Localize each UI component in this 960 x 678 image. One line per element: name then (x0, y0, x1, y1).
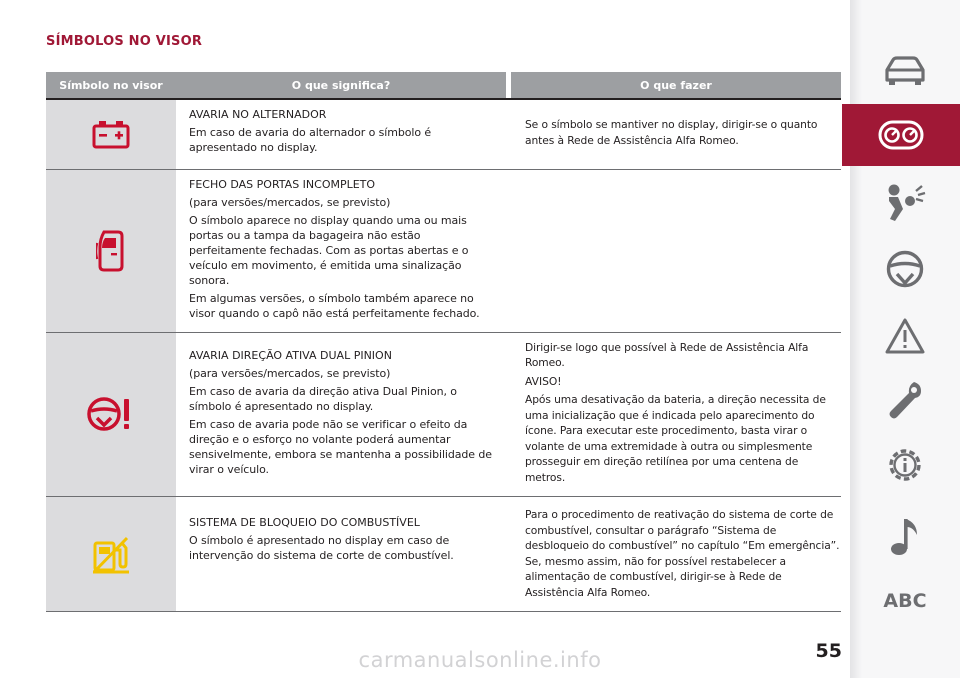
symbols-table (46, 72, 841, 612)
airbag-passenger-icon (883, 183, 927, 223)
meaning-note: (para versões/mercados, se previsto) (189, 366, 391, 380)
sidebar-item-dashboard[interactable] (842, 104, 960, 166)
steering-wheel-icon (885, 249, 925, 289)
meaning-title: SISTEMA DE BLOQUEIO DO COMBUSTÍVEL (189, 516, 420, 529)
action-text: Após uma desativação da bateria, a direção necessita de uma inicialização que é indicada pelo aparecimento do ícone. Para executar este procedimento, basta virar o volante de uma extremidade à outra ou simplesmente prosseguir em direção retilínea por uma centena de metros. (525, 393, 826, 484)
table-row (46, 497, 841, 612)
meaning-cell (176, 497, 506, 612)
action-cell (511, 99, 841, 169)
meaning-text: O símbolo aparece no display quando uma ou mais portas ou a tampa da bagageira não estão perfeitamente fechadas. Com as portas abertas e o veículo em movimento, é emitida uma sinalização sonora. (189, 213, 469, 287)
section-title: SÍMBOLOS NO VISOR (46, 34, 203, 49)
chapter-sidebar (850, 0, 960, 678)
info-gear-icon (884, 444, 926, 486)
watermark: carmanualsonline.info (358, 648, 602, 672)
battery-icon (91, 118, 131, 150)
sidebar-item-car[interactable] (850, 40, 960, 102)
meaning-title: FECHO DAS PORTAS INCOMPLETO (189, 177, 376, 191)
warning-triangle-icon (884, 317, 926, 355)
meaning-text: Em caso de avaria pode não se verificar o efeito da direção e o esforço no volante poderá aumentar sensivelmente, embora se mantenha a possibilidade de virar o veículo. (189, 417, 492, 476)
sidebar-item-technical-data[interactable] (850, 434, 960, 496)
page-number: 55 (815, 640, 842, 662)
sidebar-item-safety[interactable] (850, 172, 960, 234)
music-note-icon (889, 515, 921, 557)
sidebar-item-starting[interactable] (850, 238, 960, 300)
dashboard-gauges-icon (878, 120, 924, 150)
header-meaning: O que significa? (176, 72, 506, 99)
sidebar-item-multimedia[interactable] (850, 505, 960, 567)
table-row (46, 169, 841, 332)
meaning-title: AVARIA NO ALTERNADOR (189, 108, 327, 121)
symbol-cell (46, 169, 176, 332)
action-text: Para o procedimento de reativação do sistema de corte de combustível, consultar o parágrafo “Sistema de desbloqueio do combustível” no capítulo “Em emergência”. Se, mesmo assim, não for possível restabelecer a alimentação de combustível, dirigir-se à Rede de Assistência Alfa Romeo. (525, 508, 840, 599)
meaning-text: Em caso de avaria do alternador o símbolo é apresentado no display. (189, 126, 432, 154)
table-row (46, 332, 841, 497)
meaning-cell (176, 99, 506, 169)
sidebar-item-maintenance[interactable] (850, 369, 960, 431)
header-action: O que fazer (511, 72, 841, 99)
meaning-title: AVARIA DIREÇÃO ATIVA DUAL PINION (189, 348, 392, 362)
table-header-row (46, 72, 841, 99)
table-row (46, 99, 841, 169)
meaning-cell (176, 332, 506, 497)
car-icon (883, 56, 927, 86)
action-cell (511, 169, 841, 332)
steering-warning-icon (86, 394, 136, 434)
symbol-cell (46, 332, 176, 497)
door-open-icon (96, 229, 126, 273)
action-cell (511, 497, 841, 612)
action-text: Dirigir-se logo que possível à Rede de Assistência Alfa Romeo. (525, 340, 809, 369)
wrench-icon (885, 378, 925, 422)
meaning-note: (para versões/mercados, se previsto) (189, 195, 391, 209)
meaning-cell (176, 169, 506, 332)
symbol-cell (46, 497, 176, 612)
meaning-text: Em caso de avaria da direção ativa Dual Pinion, o símbolo é apresentado no display. (189, 384, 457, 413)
sidebar-item-index[interactable] (850, 570, 960, 632)
action-warning-label: AVISO! (525, 374, 562, 388)
meaning-text: Em algumas versões, o símbolo também aparece no visor quando o capô não está perfeitamente fechado. (189, 291, 480, 320)
action-text: Se o símbolo se mantiver no display, dirigir-se o quanto antes à Rede de Assistência Alfa Romeo. (525, 118, 818, 147)
fuel-cutoff-icon (91, 534, 131, 574)
header-symbol: Símbolo no visor (46, 72, 176, 99)
sidebar-item-emergency[interactable] (850, 305, 960, 367)
action-cell (511, 332, 841, 497)
symbol-cell (46, 99, 176, 169)
index-label: ABC (883, 590, 927, 612)
meaning-text: O símbolo é apresentado no display em caso de intervenção do sistema de corte de combustível. (189, 534, 454, 562)
